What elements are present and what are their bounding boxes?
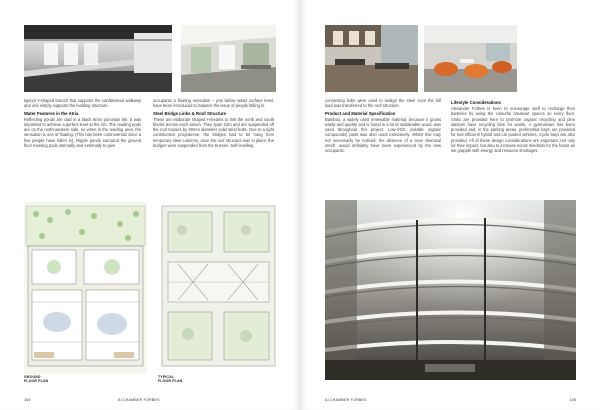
right-text-column-1 — [325, 98, 441, 155]
atrium-image — [325, 200, 576, 380]
typical-floor-plan — [158, 202, 279, 374]
caption-typical-line2: FLOOR PLAN — [158, 379, 183, 384]
caption-ground-floor-plan — [24, 375, 48, 384]
running-head-right: AI CHAMBER FORBES — [325, 398, 367, 402]
photo-atrium — [325, 200, 576, 380]
photo-lounge-orange — [424, 25, 517, 92]
right-text-column-2 — [451, 98, 575, 155]
left-col1-intro: typical Y-shaped branch that supports the cantilevered walkway and one simply supports the building structure. — [24, 98, 141, 109]
caption-typical-line1: TYPICAL — [158, 375, 175, 379]
heading-product-material: Product and Material Specification — [325, 110, 396, 116]
caption-ground-line2: FLOOR PLAN — [24, 379, 49, 384]
ground-floor-plan — [24, 202, 147, 374]
photo-cafe-breakout — [325, 25, 418, 92]
photo-interior-lobby — [24, 25, 172, 92]
heading-water-features: Water Features in the Atria — [24, 110, 79, 116]
running-head-left: AI CHAMBER FORBES — [118, 398, 160, 402]
heading-steel-bridge: Steel Bridge Links & Roof Structure — [153, 110, 227, 116]
heading-lifestyle: Lifestyle Considerations — [451, 100, 501, 106]
photo-open-office — [181, 25, 276, 92]
lobby-image — [24, 25, 172, 92]
right-col2-body: Alexander Forbes is keen to encourage staff to recharge their batteries by using the colourful breakout spaces on every floor. Sinks are provided here to promote organic recycling and pine stations have recycling bins for waste. A gymnasium has been provided and, in the parking areas, preferential bays are provided for fuel efficient/ hybrid and car pooled vehicles. Cycle bays are also provided. All of these design considerations are important, not only for their impact, but also to increase social mindsets for the future as we grapple with energy and resource shortages. — [451, 106, 575, 154]
typical-floor-plan-drawing — [158, 202, 279, 374]
office-image — [181, 25, 276, 92]
left-col1-body: Reflecting ponds are clad in a black 6mm porcelain tile. It was important to achieve a perfect level at the rim. The reading pods are on the north-western side, so when in the reading area, the sensation is one of floating. (This has been controversial since a few people have fallen in). Ripple ponds surround the ground floor meeting pods internally and externally to give — [24, 116, 141, 148]
right-page — [300, 0, 600, 410]
caption-ground-line1: GROUND — [24, 375, 41, 379]
lounge-image — [424, 25, 517, 92]
left-col2-intro: occupants a floating sensation – jets below water surface level, have been introduced to balance the issue of people falling in. — [153, 98, 274, 109]
right-col1-body: Bamboo, a widely used renewable material, because it grows easily and quickly and is found in a lot of sustainable wood, was used throughout the project. Low-VOC (volatile organic compounds) paint was also used extensively. Whilst this may not necessarily be noticed, the absence of a 'new chemical smell', would definitely have been experienced by the new occupants. — [325, 116, 441, 154]
left-text-column-2 — [153, 98, 274, 150]
page-number-left: 104 — [24, 398, 31, 402]
caption-typical-floor-plan — [158, 375, 182, 384]
left-text-column-1 — [24, 98, 141, 150]
right-col1-intro: connecting bolts were used to realign the steel once the full load was transferred to the roof structure. — [325, 98, 441, 109]
page-number-right: 105 — [569, 398, 576, 402]
left-col2-body: These are elaborate shaped H-beams to link the north and south blocks across each atrium. They span 22m and are suspended off the roof trusses by 60mm diameter solid steel bolts. Due to a tight construction programme, the bridges had to be hung from temporary steel columns, once the roof structure was in place, the bridges were suspended from the trusses. Self levelling — [153, 116, 274, 148]
ground-floor-plan-drawing — [24, 202, 147, 374]
cafe-image — [325, 25, 418, 92]
